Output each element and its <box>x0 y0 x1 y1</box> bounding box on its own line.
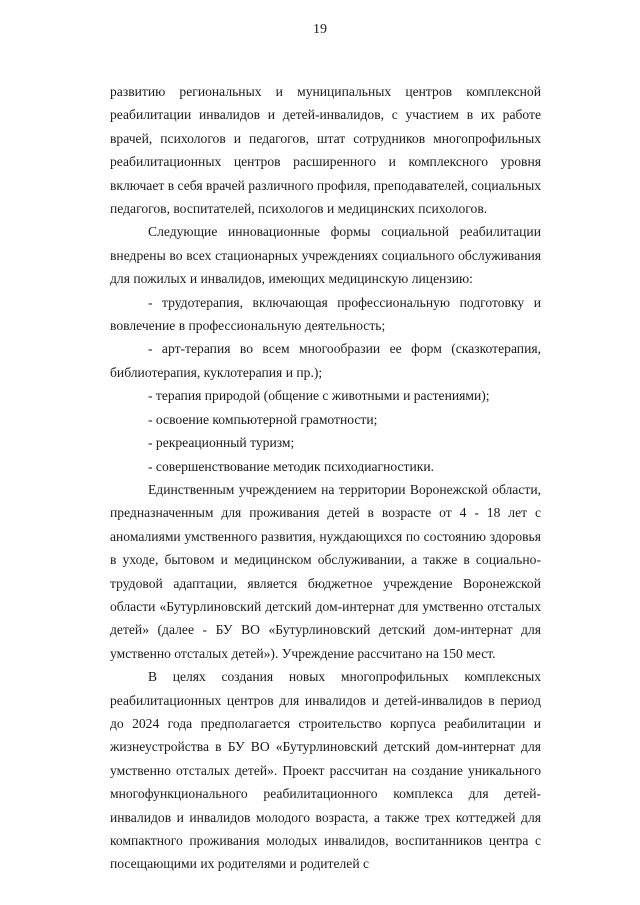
list-item-nature-therapy: - терапия природой (общение с животными и растениями); <box>148 388 490 404</box>
paragraph-construction-plan: В целях создания новых многопрофильных комплексных реабилитационных центров для инвалидов и детей-инвалидов в период до 2024 года предполагается строительство корпуса реабилитации и жизнеустройства в БУ ВО «Бутурлиновский детский дом-интернат для умственно отсталых детей». Проект рассчитан на создание уникального многофункционального реабилитационного комплекса для детей-инвалидов и инвалидов молодого возраста, а также трех коттеджей для компактного проживания молодых инвалидов, воспитанников центра с посещающими их родителями и родителей с <box>110 669 541 872</box>
document-body <box>110 80 541 876</box>
page-number: 19 <box>313 22 327 37</box>
list-item-recreational-tourism: - рекреационный туризм; <box>148 435 295 451</box>
list-item-labor-therapy: - трудотерапия, включающая профессиональную подготовку и вовлечение в профессиональную деятельность; <box>110 294 541 334</box>
list-item-art-therapy: - арт-терапия во всем многообразии ее форм (сказкотерапия, библиотерапия, куклотерапия и пр.); <box>110 341 541 380</box>
list-item-computer-literacy: - освоение компьютерной грамотности; <box>148 411 378 427</box>
list-item-psychodiagnostics: - совершенствование методик психодиагностики. <box>148 458 435 474</box>
paragraph-orphanage-description: Единственным учреждением на территории Воронежской области, предназначенным для проживания детей в возрасте от 4 - 18 лет с аномалиями умственного развития, нуждающихся по состоянию здоровья в уходе, бытовом и медицинском обслуживании, а также в социально-трудовой адаптации, является бюджетное учреждение Воронежской области «Бутурлиновский детский дом-интернат для умственно отсталых детей» (далее - БУ ВО «Бутурлиновский детский дом-интернат для умственно отсталых детей»). Учреждение рассчитано на 150 мест. <box>110 481 541 661</box>
paragraph-intro-continuation: развитию региональных и муниципальных центров комплексной реабилитации инвалидов и детей-инвалидов, с участием в их работе врачей, психологов и педагогов, штат сотрудников многопрофильных реабилитационных центров расширенного и комплексного уровня включает в себя врачей различного профиля, преподавателей, социальных педагогов, воспитателей, психологов и медицинских психологов. <box>110 84 541 217</box>
paragraph-innovative-forms: Следующие инновационные формы социальной реабилитации внедрены во всех стационарных учреждениях социального обслуживания для пожилых и инвалидов, имеющих медицинскую лицензию: <box>110 224 541 287</box>
